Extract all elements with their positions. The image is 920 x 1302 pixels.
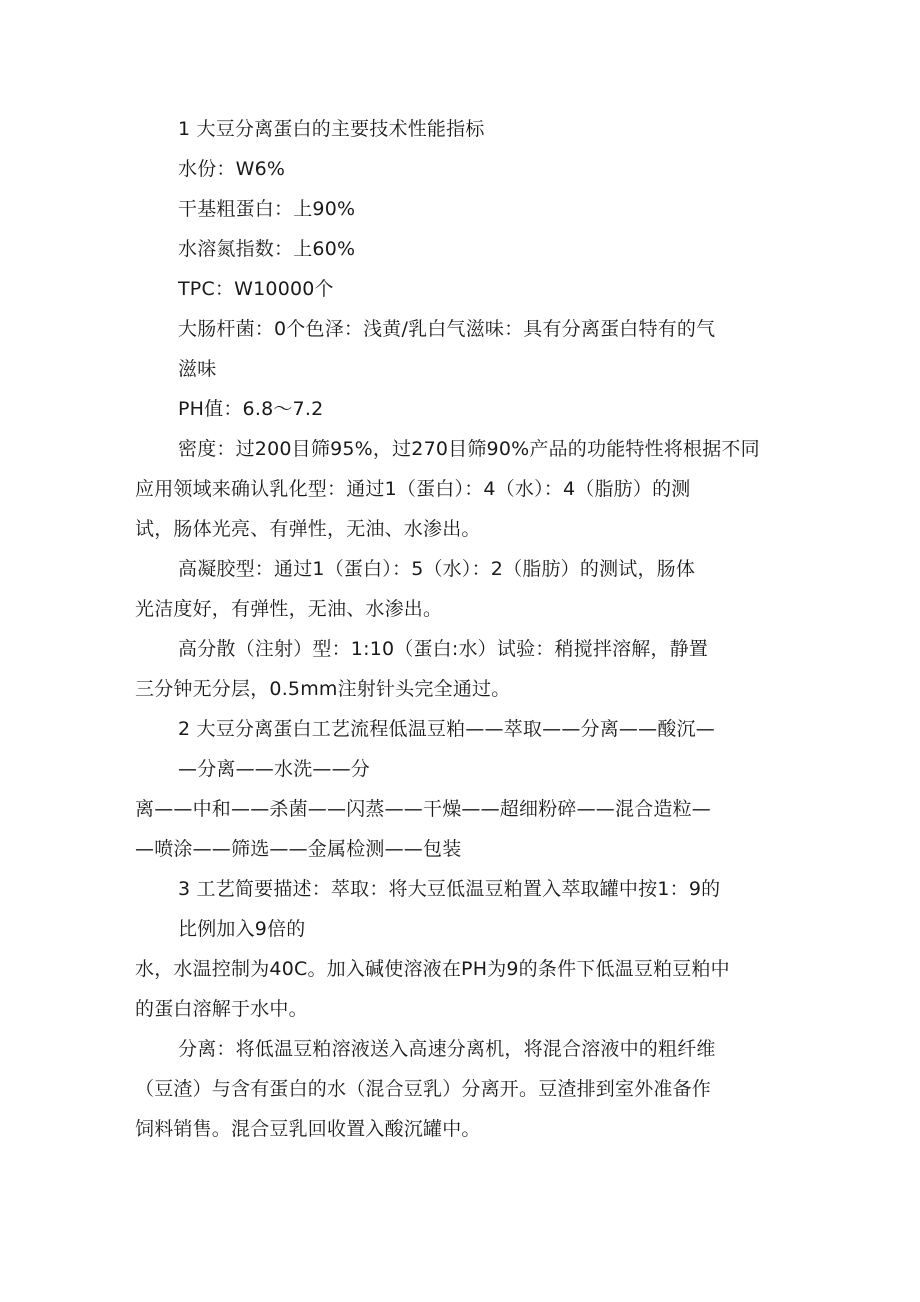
paragraph-line: 比例加入9倍的 <box>178 918 306 940</box>
spec-moisture: 水份：W6% <box>178 158 286 180</box>
spec-flavor-continued: 滋味 <box>178 358 217 380</box>
paragraph-line: 高分散（注射）型：1:10（蛋白:水）试验：稍搅拌溶解，静置 <box>178 638 709 660</box>
spec-nitrogen-solubility: 水溶氮指数：上60% <box>178 238 356 260</box>
paragraph-line: 离——中和——杀菌——闪蒸——干燥——超细粉碎——混合造粒— <box>135 798 712 820</box>
section-heading-3: 3 工艺简要描述：萃取：将大豆低温豆粕置入萃取罐中按1：9的 <box>178 878 721 900</box>
spec-ph: PH值：6.8～7.2 <box>178 398 324 420</box>
section-heading-2: 2 大豆分离蛋白工艺流程低温豆粕——萃取——分离——酸沉— <box>178 718 715 740</box>
paragraph-line: 三分钟无分层，0.5mm注射针头完全通过。 <box>135 678 511 700</box>
spec-coliform-color-flavor: 大肠杆菌：0个色泽：浅黄/乳白气滋味：具有分离蛋白特有的气 <box>178 318 716 340</box>
paragraph-line: （豆渣）与含有蛋白的水（混合豆乳）分离开。豆渣排到室外准备作 <box>135 1078 712 1100</box>
paragraph-line: —分离——水洗——分 <box>178 758 371 780</box>
spec-density: 密度：过200目筛95%，过270目筛90%产品的功能特性将根据不同 <box>178 438 760 460</box>
paragraph-line: 应用领域来确认乳化型：通过1（蛋白）：4（水）：4（脂肪）的测 <box>135 478 691 500</box>
paragraph-line: 饲料销售。混合豆乳回收置入酸沉罐中。 <box>135 1118 481 1140</box>
paragraph-line: 光洁度好，有弹性，无油、水渗出。 <box>135 598 443 620</box>
spec-tpc: TPC：W10000个 <box>178 278 334 300</box>
paragraph-line: 高凝胶型：通过1（蛋白）：5（水）：2（脂肪）的测试，肠体 <box>178 558 696 580</box>
spec-crude-protein: 干基粗蛋白：上90% <box>178 198 356 220</box>
section-heading-1: 1 大豆分离蛋白的主要技术性能指标 <box>178 118 485 140</box>
paragraph-line: 试，肠体光亮、有弹性，无油、水渗出。 <box>135 518 481 540</box>
paragraph-line: 分离：将低温豆粕溶液送入高速分离机，将混合溶液中的粗纤维 <box>178 1038 716 1060</box>
paragraph-line: 水，水温控制为40C。加入碱使溶液在PH为9的条件下低温豆粕豆粕中 <box>135 958 730 980</box>
paragraph-line: 的蛋白溶解于水中。 <box>135 998 308 1020</box>
paragraph-line: —喷涂——筛选——金属检测——包装 <box>135 838 462 860</box>
